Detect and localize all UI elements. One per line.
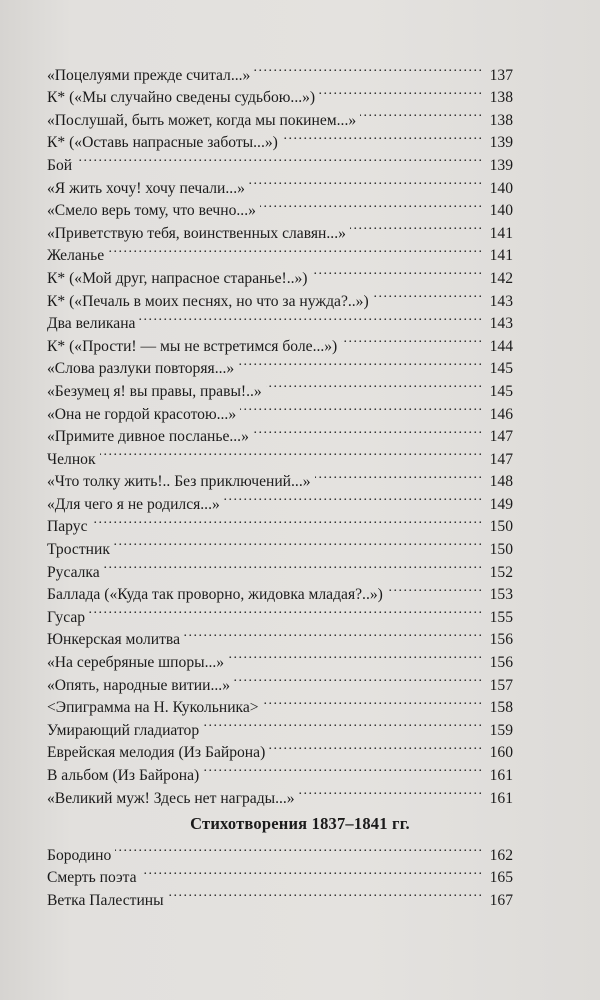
- toc-entry-page-number: 150: [489, 518, 513, 536]
- toc-entry-page-number: 140: [489, 179, 513, 197]
- toc-leader-dots: [228, 644, 481, 667]
- toc-entry-page-number: 137: [489, 66, 513, 84]
- toc-entry-page-number: 161: [489, 789, 513, 807]
- toc-entry-title: «Что толку жить!.. Без приключений...»: [47, 473, 311, 491]
- toc-entry-title: «Великий муж! Здесь нет награды...»: [47, 789, 295, 807]
- toc-leader-dots: [100, 441, 481, 464]
- toc-leader-dots: [240, 396, 481, 419]
- toc-entry-title: Два великана: [47, 315, 136, 333]
- toc-leader-dots: [387, 577, 481, 600]
- toc-leader-dots: [350, 215, 481, 238]
- toc-entry-page-number: 147: [489, 428, 513, 446]
- toc-leader-dots: [249, 170, 481, 193]
- toc-entry-title: Баллада («Куда так проворно, жидовка младая?..»): [47, 586, 383, 604]
- toc-entry-title: «Поцелуями прежде считал...»: [47, 66, 251, 84]
- section-heading: Стихотворения 1837–1841 гг.: [190, 814, 410, 833]
- toc-entry-title: К* («Мы случайно сведены судьбою...»): [47, 89, 316, 107]
- toc-entry-page-number: 165: [489, 869, 513, 887]
- toc-entry-title: «Она не гордой красотою...»: [47, 405, 237, 423]
- toc-leader-dots: [315, 464, 481, 487]
- toc-entry: [47, 622, 513, 649]
- toc-entry-page-number: 146: [489, 405, 513, 423]
- toc-entry-page-number: 145: [489, 382, 513, 400]
- toc-entry: [47, 599, 513, 626]
- toc-entry-page-number: 142: [489, 269, 513, 287]
- toc-entry-page-number: 150: [489, 541, 513, 559]
- toc-entry-page-number: 143: [489, 292, 513, 310]
- toc-entry-page-number: 157: [489, 676, 513, 694]
- toc-entry-title: Желанье: [47, 247, 105, 265]
- toc-entry: [47, 57, 513, 84]
- toc-entry-page-number: 138: [489, 89, 513, 107]
- toc-leader-dots: [360, 102, 481, 125]
- toc-entry-title: Умирающий гладиатор: [47, 721, 200, 739]
- toc-leader-dots: [263, 690, 481, 713]
- toc-entry-title: <Эпиграмма на Н. Кукольника>: [47, 699, 259, 717]
- toc-leader-dots: [311, 260, 481, 283]
- toc-leader-dots: [299, 780, 481, 803]
- toc-leader-dots: [254, 57, 481, 80]
- toc-leader-dots: [260, 193, 481, 216]
- toc-leader-dots: [115, 837, 481, 860]
- toc-leader-dots: [141, 860, 481, 883]
- toc-entry-page-number: 144: [489, 337, 513, 355]
- toc-entry-page-number: 160: [489, 744, 513, 762]
- toc-entry-page-number: 141: [489, 247, 513, 265]
- toc-entry-page-number: 148: [489, 473, 513, 491]
- toc-leader-dots: [238, 351, 481, 374]
- toc-entry: [47, 147, 513, 174]
- toc-leader-dots: [76, 147, 481, 170]
- toc-entry-title: К* («Печаль в моих песнях, но что за нужда?..»): [47, 292, 369, 310]
- toc-entry-page-number: 167: [489, 891, 513, 909]
- toc-entry-title: «Слова разлуки повторяя...»: [47, 360, 235, 378]
- toc-entry-page-number: 156: [489, 654, 513, 672]
- toc-entry: [47, 441, 513, 468]
- toc-entry: [47, 170, 513, 197]
- toc-entry-page-number: 147: [489, 450, 513, 468]
- toc-leader-dots: [139, 306, 481, 329]
- toc-entry-title: К* («Мой друг, напрасное старанье!..»): [47, 269, 308, 287]
- toc-entry: [47, 554, 513, 581]
- toc-leader-dots: [234, 667, 481, 690]
- toc-entry-title: Еврейская мелодия (Из Байрона): [47, 744, 266, 762]
- toc-entry-title: К* («Прости! — мы не встретимся боле...»): [47, 337, 338, 355]
- toc-entry: [47, 577, 513, 604]
- toc-entry-title: К* («Оставь напрасные заботы...»): [47, 134, 278, 152]
- table-of-contents: [47, 57, 513, 807]
- toc-leader-dots: [253, 419, 481, 442]
- toc-entry-title: «На серебряные шпоры...»: [47, 654, 225, 672]
- toc-entry-page-number: 161: [489, 767, 513, 784]
- toc-entry-title: Гусар: [47, 608, 86, 626]
- toc-entry: [47, 509, 513, 536]
- toc-leader-dots: [168, 882, 481, 905]
- toc-entry-title: Юнкерская молитва: [47, 631, 181, 649]
- toc-leader-dots: [341, 328, 481, 351]
- toc-entry-title: Челнок: [47, 450, 96, 468]
- toc-entry-title: «Примите дивное посланье...»: [47, 428, 249, 446]
- toc-leader-dots: [104, 554, 481, 577]
- toc-entry: [47, 531, 513, 559]
- toc-entry-page-number: 158: [489, 699, 513, 717]
- toc-leader-dots: [203, 712, 481, 735]
- toc-leader-dots: [269, 735, 481, 758]
- toc-entry-title: В альбом (Из Байрона): [47, 767, 200, 784]
- toc-entry-title: Парус: [47, 518, 88, 536]
- toc-leader-dots: [114, 531, 481, 554]
- toc-entry: [47, 837, 513, 864]
- toc-entry-page-number: 140: [489, 202, 513, 220]
- toc-entry-page-number: 141: [489, 224, 513, 242]
- toc-entry-title: Тростник: [47, 541, 110, 559]
- toc-leader-dots: [266, 373, 481, 396]
- toc-entry-page-number: 138: [489, 111, 513, 129]
- toc-entry-title: Бородино: [47, 846, 112, 864]
- toc-entry-title: Ветка Палестины: [47, 891, 164, 909]
- toc-leader-dots: [92, 509, 482, 532]
- toc-entry-title: «Приветствую тебя, воинственных славян...»: [47, 224, 346, 242]
- toc-entry-page-number: 145: [489, 360, 513, 378]
- toc-entry-page-number: 155: [489, 608, 513, 626]
- toc-entry-page-number: 139: [489, 156, 513, 174]
- toc-entry-page-number: 153: [489, 586, 513, 604]
- toc-entry-page-number: 162: [489, 846, 513, 864]
- toc-leader-dots: [224, 486, 481, 509]
- toc-entry: [47, 464, 513, 491]
- toc-entry-title: Бой: [47, 156, 73, 174]
- toc-entry-title: «Для чего я не родился...»: [47, 495, 220, 513]
- toc-entry: [47, 260, 513, 287]
- toc-entry-page-number: 139: [489, 134, 513, 152]
- toc-entry-title: «Я жить хочу! хочу печали...»: [47, 179, 245, 197]
- toc-entry-page-number: 149: [489, 495, 513, 513]
- toc-entry-title: Смерть поэта: [47, 869, 137, 887]
- toc-leader-dots: [184, 622, 481, 645]
- toc-leader-dots: [89, 599, 481, 622]
- toc-entry-page-number: 156: [489, 631, 513, 649]
- table-of-contents-section-2: [47, 837, 513, 909]
- toc-leader-dots: [203, 757, 481, 780]
- toc-entry: [47, 238, 513, 265]
- toc-entry-title: «Опять, народные витии...»: [47, 676, 230, 694]
- toc-entry-page-number: 159: [489, 721, 513, 739]
- toc-entry-title: «Послушай, быть может, когда мы покинем...»: [47, 111, 357, 129]
- toc-entry-page-number: 152: [489, 563, 513, 581]
- toc-leader-dots: [319, 80, 481, 103]
- toc-entry-page-number: 143: [489, 315, 513, 333]
- toc-entry-title: Русалка: [47, 563, 100, 581]
- toc-leader-dots: [108, 238, 481, 261]
- toc-entry: [47, 860, 513, 887]
- toc-entry-title: «Безумец я! вы правы, правы!..»: [47, 382, 262, 400]
- toc-leader-dots: [282, 125, 481, 148]
- toc-leader-dots: [373, 283, 481, 306]
- toc-entry-title: «Смело верь тому, что вечно...»: [47, 202, 256, 220]
